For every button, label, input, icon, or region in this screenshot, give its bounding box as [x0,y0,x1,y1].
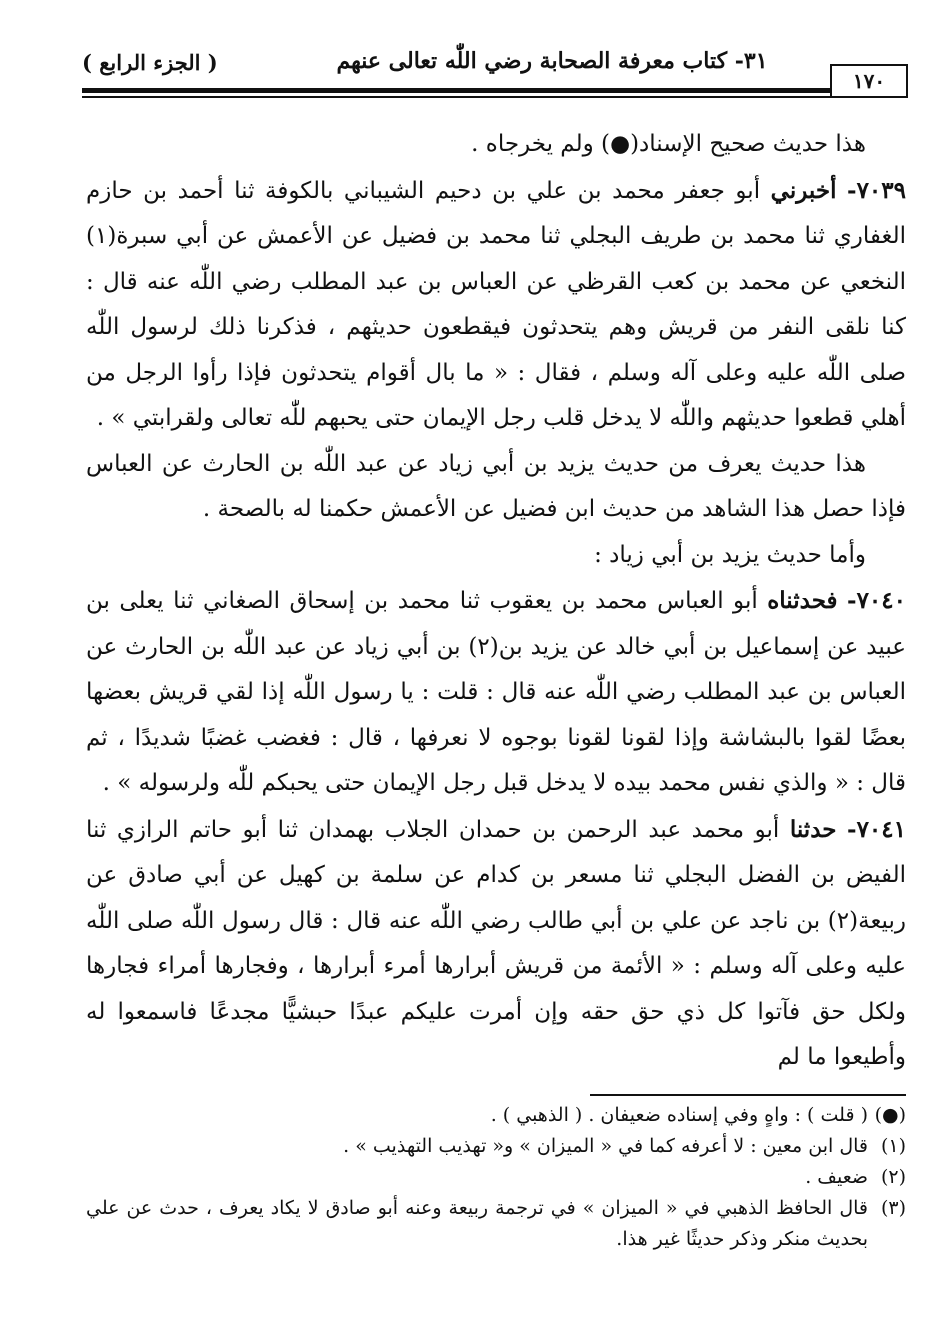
main-text [86,122,906,1081]
footnote-mark: (١) [880,1135,906,1157]
footnote-mark: (●) [874,1104,906,1126]
footnote-separator [590,1094,906,1096]
footnote-text: قال ابن معين : لا أعرفه كما في « الميزان » و« تهذيب التهذيب » . [343,1135,868,1157]
page-header [82,44,908,100]
footnote-mark: (٢) [880,1166,906,1188]
hadith-7039 [86,168,906,442]
hadith-7041-lead: حدثنا [789,815,837,843]
footnote-text: ( قلت ) : واهٍ وفي إسناده ضعيفان . ( الذهبي ) . [490,1104,868,1126]
hadith-7041-number: ٧٠٤١- [847,815,906,843]
footnote-text: قال الحافظ الذهبي في « الميزان » في ترجمة ربيعة وعنه أبو صادق لا يكاد يعرف ، حدث عن علي بحديث منكر وذكر حديثًا غير هذا. [86,1197,869,1250]
footnotes [86,1100,906,1255]
page-number: ١٧٠ [830,64,908,98]
footnote-item [86,1193,906,1255]
footnote-text: ضعيف . [805,1166,868,1188]
volume-label: ( الجزء الرابع ) [82,50,218,75]
hadith-7039-text: أبو جعفر محمد بن علي بن دحيم الشيباني بالكوفة ثنا أحمد بن حازم الغفاري ثنا محمد بن طريف البجلي ثنا محمد بن فضيل عن الأعمش عن أبي سبرة(١) النخعي عن محمد بن كعب القرظي عن العباس بن عبد المطلب رضي اللّٰه عنه قال : كنا نلقى النفر من قريش وهم يتحدثون فيقطعون حديثهم ، فذكرنا ذلك لرسول اللّٰه صلى اللّٰه عليه وعلى آله وسلم ، فقال : « ما بال أقوام يتحدثون فإذا رأوا الرجل من أهلي قطعوا حديثهم واللّٰه لا يدخل قلب رجل الإيمان حتى يحبهم للّٰه تعالى ولقرابتي » . [86,177,906,431]
header-rule-thick [82,88,830,93]
footnote-mark: (٣) [880,1197,906,1219]
footnote-item [86,1162,906,1193]
hadith-7040-text: أبو العباس محمد بن يعقوب ثنا محمد بن إسحاق الصغاني ثنا يعلى بن عبيد عن إسماعيل بن أبي خالد عن يزيد بن(٢) بن أبي زياد عن عبد اللّٰه بن الحارث عن العباس بن عبد المطلب رضي اللّٰه عنه قال : قلت : يا رسول اللّٰه إذا لقي قريش بعضها بعضًا لقوا بالبشاشة وإذا لقونا لقونا بوجوه لا نعرفها ، قال : فغضب غضبًا شديدًا ، ثم قال : « والذي نفس محمد بيده لا يدخل قبل رجل الإيمان حتى يحبكم للّٰه ولرسوله » . [86,588,906,796]
hadith-7041-text: أبو محمد عبد الرحمن بن حمدان الجلاب بهمدان ثنا أبو حاتم الرازي ثنا الفيض بن الفضل البجلي ثنا مسعر بن كدام عن سلمة بن كهيل عن أبي صادق عن ربيعة(٢) بن ناجد عن علي بن أبي طالب رضي اللّٰه عنه قال : قال رسول اللّٰه صلى اللّٰه عليه وعلى آله وسلم : « الأئمة من قريش أبرارها أمرء أبرارها ، وفجارها أمراء فجارها ولكل حق فآتوا كل ذي حق حقه وإن أمرت عليكم عبدًا حبشيًّا مجدعًا فاسمعوا له وأطيعوا ما لم [86,816,906,1070]
footnote-item [86,1100,906,1131]
paragraph-3: وأما حديث يزيد بن أبي زياد : [594,541,866,568]
hadith-7040 [86,578,906,807]
hadith-7040-lead: فحدثناه [767,587,838,614]
hadith-7041 [86,807,906,1081]
book-title: ٣١- كتاب معرفة الصحابة رضي اللّٰه تعالى عنهم [336,48,768,74]
hadith-7040-number: ٧٠٤٠- [847,587,906,614]
hadith-7039-number: ٧٠٣٩- [847,176,906,204]
footnote-item [86,1131,906,1162]
header-rule-thin [82,96,830,98]
paragraph-2: هذا حديث يعرف من حديث يزيد بن أبي زياد عن عبد اللّٰه بن الحارث عن العباس فإذا حصل هذا الشاهد من حديث ابن فضيل عن الأعمش حكمنا له بالصحة . [86,450,906,522]
hadith-7039-lead: أخبرني [770,176,837,204]
paragraph-1: هذا حديث صحيح الإسناد(●) ولم يخرجاه . [471,131,866,157]
